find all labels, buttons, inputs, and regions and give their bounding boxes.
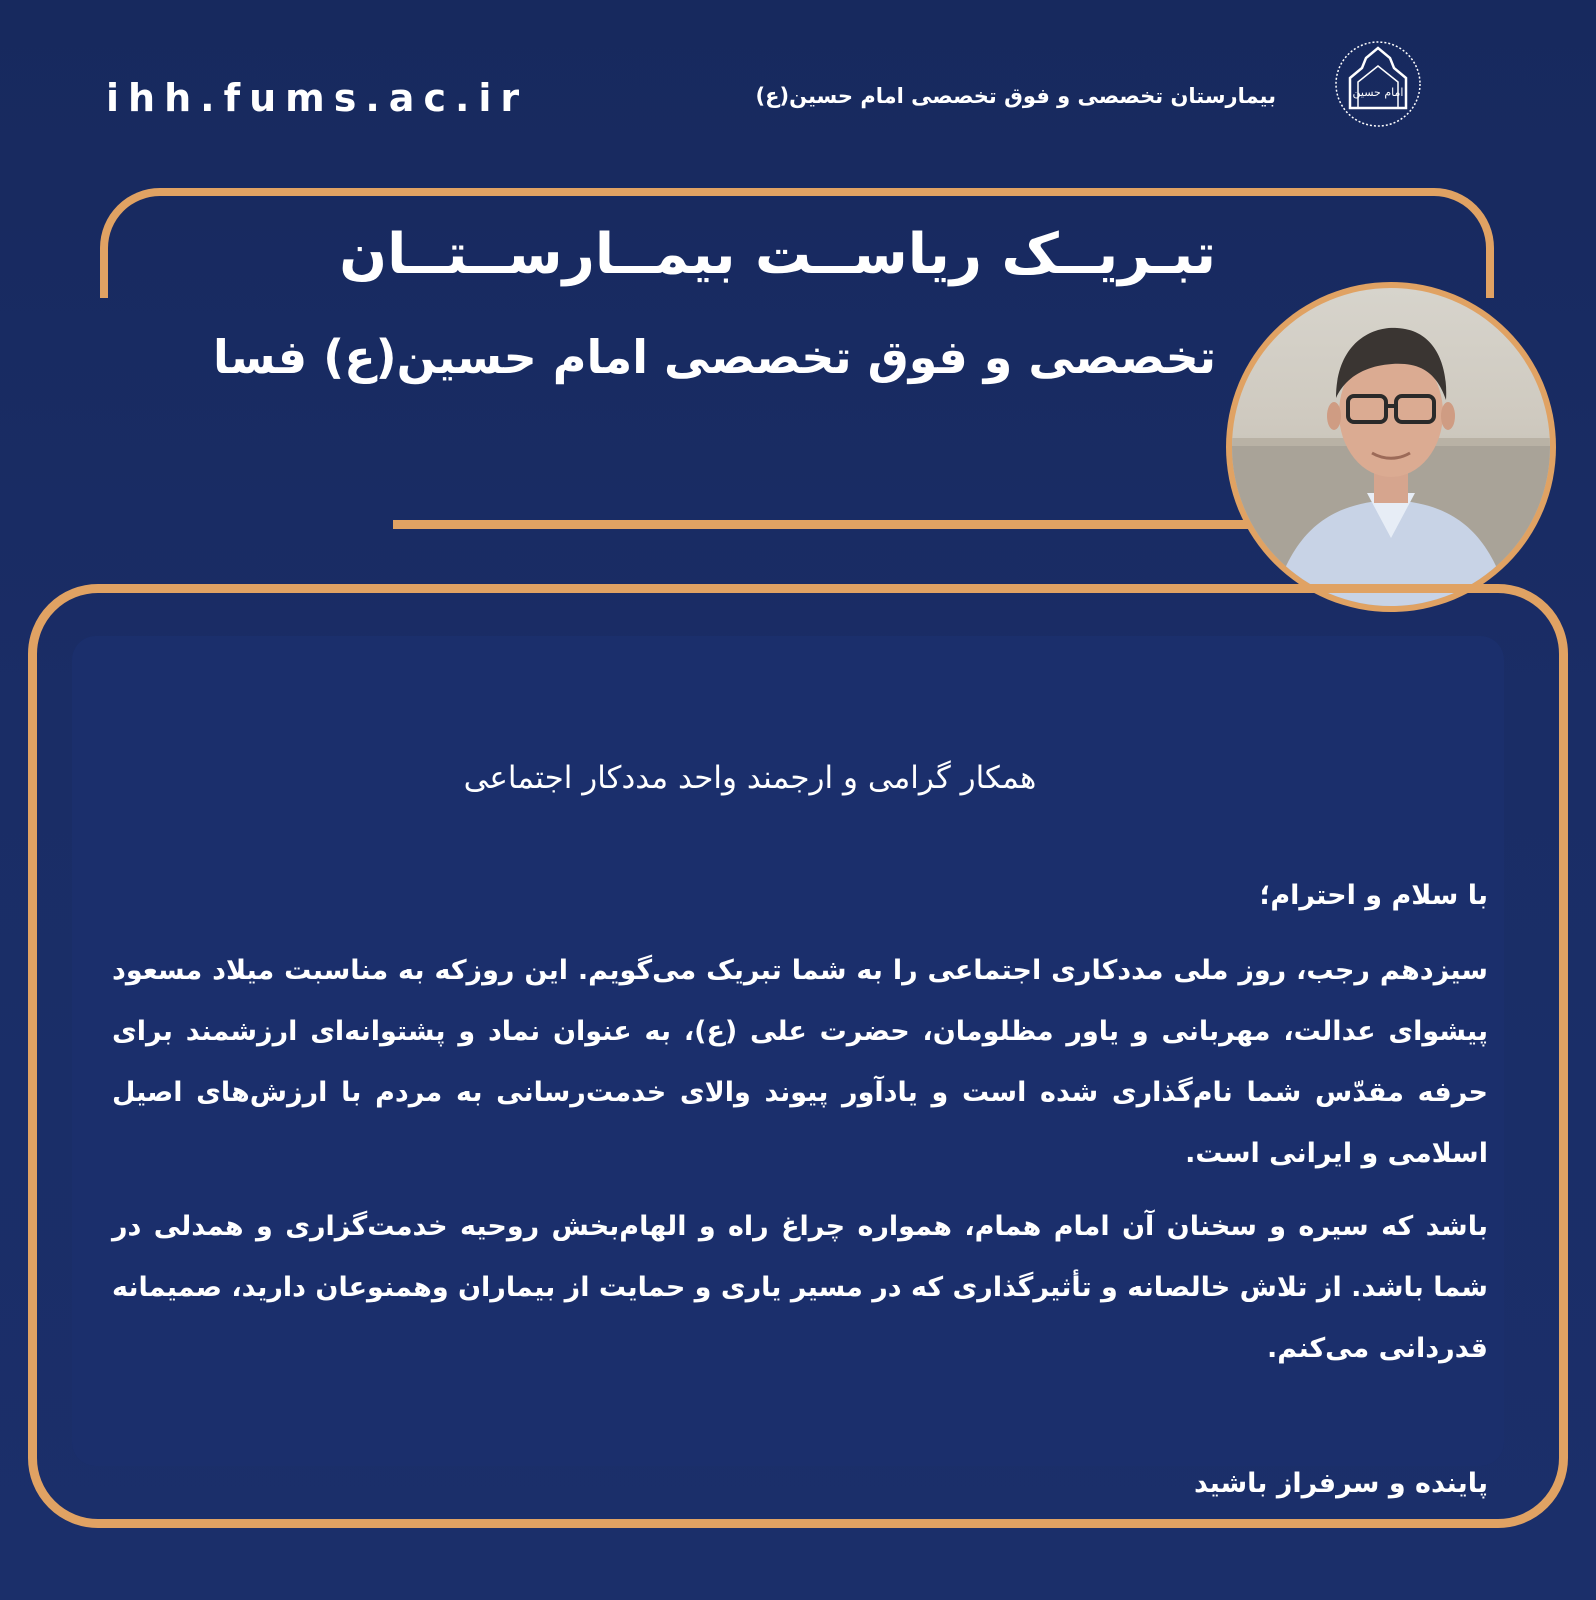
hospital-name: بیمارستان تخصصی و فوق تخصصی امام حسین(ع) — [755, 84, 1276, 108]
message-paragraph-1: سیزدهم رجب، روز ملی مددکاری اجتماعی را به شما تبریک می‌گویم. این روزکه به مناسبت میلاد مسعود پیشوای عدالت، مهربانی و یاور مظلومان، حضرت علی (ع)، به عنوان نماد و پشتوانه‌ای ارزشمند برای حرفه مقدّس شما نام‌گذاری شده است و یادآور پیوند والای خدمت‌رسانی به مردم با ارزش‌های اصیل اسلامی و ایرانی است. — [112, 955, 1488, 1169]
website-url: ihh.fums.ac.ir — [106, 76, 529, 120]
addressee-line: همکار گرامی و ارجمند واحد مددکار اجتماعی — [463, 760, 1037, 796]
headline-line-1: تبـریــک ریاســت بیمــارســتــان — [339, 222, 1216, 287]
closing-text: پاینده و سرفراز باشید — [1193, 1468, 1488, 1499]
portrait-frame — [1226, 282, 1556, 612]
hospital-logo — [1318, 38, 1438, 130]
headline-line-2: تخصصی و فوق تخصصی امام حسین(ع) فسا — [212, 330, 1216, 384]
logo-calligraphy: امام حسین — [1352, 86, 1404, 99]
portrait-photo — [1232, 288, 1550, 606]
headline-divider — [393, 520, 1253, 529]
greeting-text: با سلام و احترام؛ — [1259, 880, 1488, 911]
message-paragraph-2: باشد که سیره و سخنان آن امام همام، همواره چراغ راه و الهام‌بخش روحیه خدمت‌گزاری و همدلی در شما باشد. از تلاش خالصانه و تأثیرگذاری که در مسیر یاری و حمایت از بیماران وهمنوعان دارید، صمیمانه قدردانی می‌کنم. — [112, 1211, 1488, 1364]
